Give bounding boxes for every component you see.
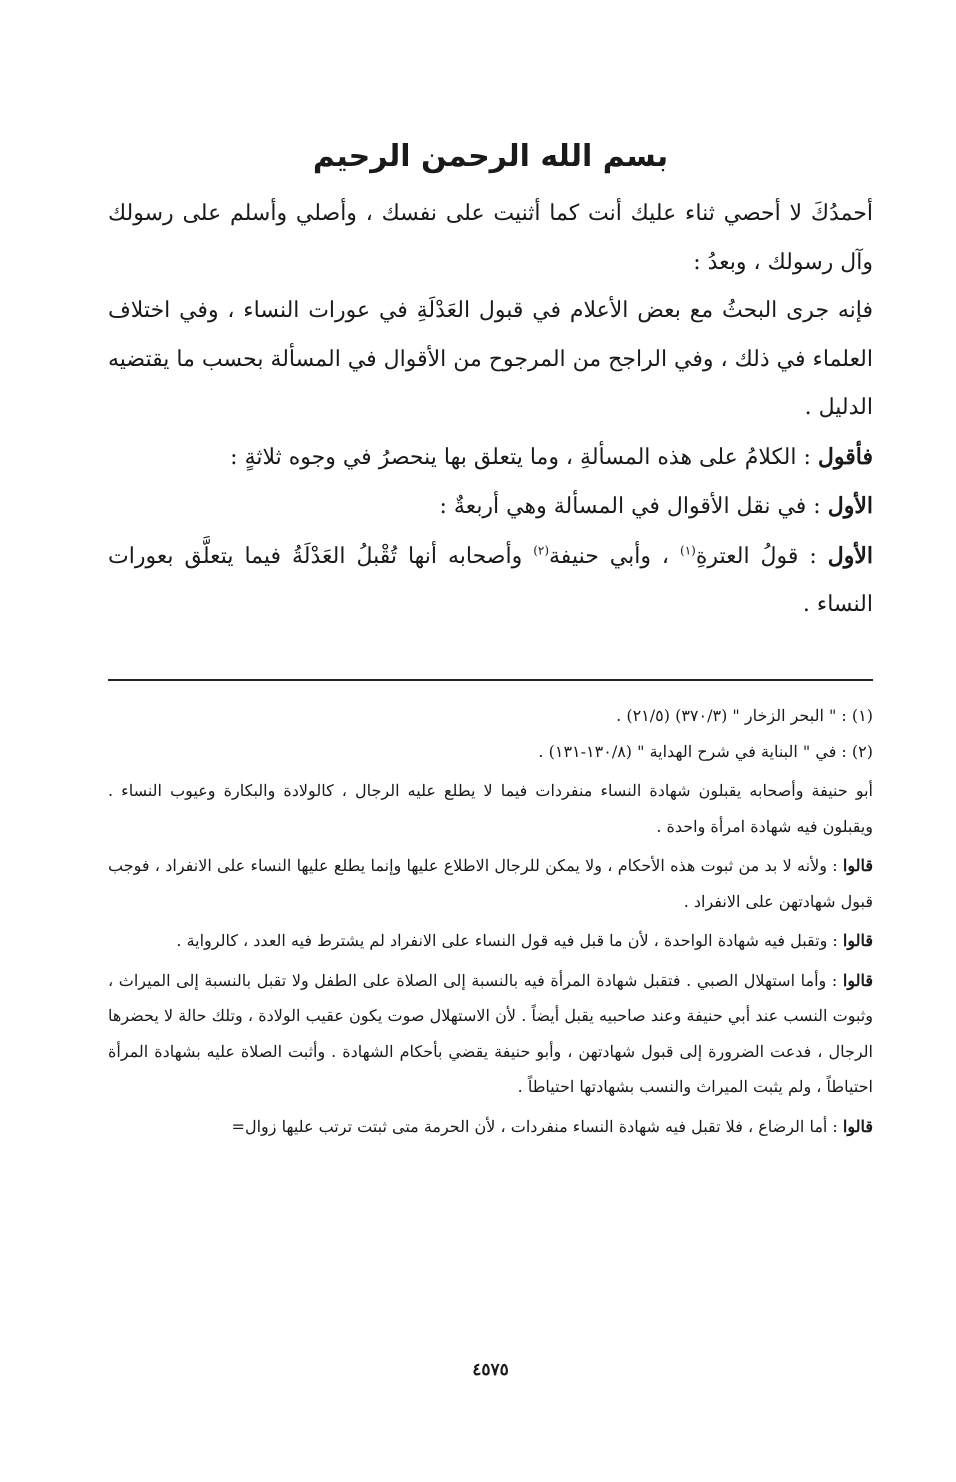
intro-paragraph: أحمدُكَ لا أحصي ثناء عليك أنت كما أثنيت على نفسك ، وأصلي وأسلم على رسولك وآل رسولك ، وبعدُ : — [108, 201, 874, 275]
footnote-1: (١) : " البحر الزخار " (٣٧٠/٣) (٢١/٥) . — [616, 706, 873, 725]
footnote-divider — [108, 679, 873, 681]
footnote-ref-2[interactable]: (٢) — [533, 543, 550, 558]
first-label: الأول — [827, 493, 873, 519]
first2-text-b: ، وأبي حنيفة — [549, 543, 680, 569]
qalu-label: قالوا — [842, 931, 873, 950]
footnotes — [108, 698, 873, 1144]
first2-text-a: : قولُ العترةِ — [695, 543, 828, 569]
first-opinion-paragraph — [108, 532, 873, 630]
first2-label: الأول — [827, 542, 873, 569]
basmala-title: بسم الله الرحمن الرحيم — [312, 139, 669, 174]
note-paragraph-4 — [108, 963, 873, 1105]
aqulu-paragraph — [108, 433, 873, 483]
qalu-label: قالوا — [842, 970, 873, 990]
note-text-2: : ولأنه لا بد من ثبوت هذه الأحكام ، ولا يمكن للرجال الاطلاع عليها وإنما يطلع عليها النساء على الانفراد ، فوجب قبول شهادتهن على الانفراد . — [108, 856, 873, 911]
first-heading-paragraph — [108, 482, 873, 532]
aqulu-label: فأقول — [817, 443, 873, 470]
qalu-label: قالوا — [842, 1116, 873, 1136]
paragraph-1: فإنه جرى البحثُ مع بعض الأعلام في قبول العَدْلَةِ في عورات النساء ، وفي اختلاف العلماء في ذلك ، وفي الراجح من المرجوح من الأقوال في المسألة بحسب ما يقتضيه الدليل . — [108, 298, 873, 420]
note-paragraph-1: أبو حنيفة وأصحابه يقبلون شهادة النساء منفردات فيما لا يطلع عليه الرجال ، كالولادة والبكارة وعيوب النساء . ويقبلون فيه شهادة امرأة واحدة . — [108, 781, 874, 836]
page-number: ٤٥٧٥ — [472, 1360, 509, 1380]
first-text: : في نقل الأقوال في المسألة وهي أربعةٌ : — [439, 494, 828, 519]
qalu-label: قالوا — [842, 856, 874, 875]
note-text-3: : وتقبل فيه شهادة الواحدة ، لأن ما قبل فيه قول النساء على الانفراد لم يشترط فيه العدد ، كالرواية . — [176, 931, 843, 950]
first2-text-c: وأصحابه أنها تُقْبلُ العَدْلَةُ فيما يتعلَّق بعورات النساء . — [108, 543, 873, 617]
footnote-ref-1[interactable]: (١) — [680, 543, 696, 558]
note-text-5: : أما الرضاع ، فلا تقبل فيه شهادة النساء منفردات ، لأن الحرمة متى ثبتت ترتب عليها زوال= — [231, 1116, 843, 1136]
note-text-4: : وأما استهلال الصبي . فتقبل شهادة المرأة فيه بالنسبة إلى الصلاة على الطفل ولا تقبل بالنسبة إلى الميراث ، وثبوت النسب عند أبي حنيفة وعند صاحبيه يقبل أيضاً . لأن الاستهلال صوت يكون عقيب الولادة ، وتلك حالة لا يحضرها الرجال ، فدعت الضرورة إلى قبول شهادتهن ، وأبو حنيفة يقضي بأحكام الشهادة . وأثبت الصلاة عليه بشهادة المرأة احتياطاً ، ولم يثبت الميراث والنسب بشهادتها احتياطاً . — [108, 970, 873, 1096]
aqulu-text: : الكلامُ على هذه المسألةِ ، وما يتعلق بها ينحصرُ في وجوه ثلاثةٍ : — [230, 444, 818, 470]
document-page — [108, 0, 873, 1482]
note-paragraph-3 — [108, 923, 873, 959]
footnote-2: (٢) : في " البناية في شرح الهداية " (١٣٠/٨-١٣١) . — [538, 741, 873, 761]
main-text — [108, 190, 873, 630]
note-paragraph-5 — [108, 1109, 873, 1145]
note-paragraph-2 — [108, 848, 873, 919]
